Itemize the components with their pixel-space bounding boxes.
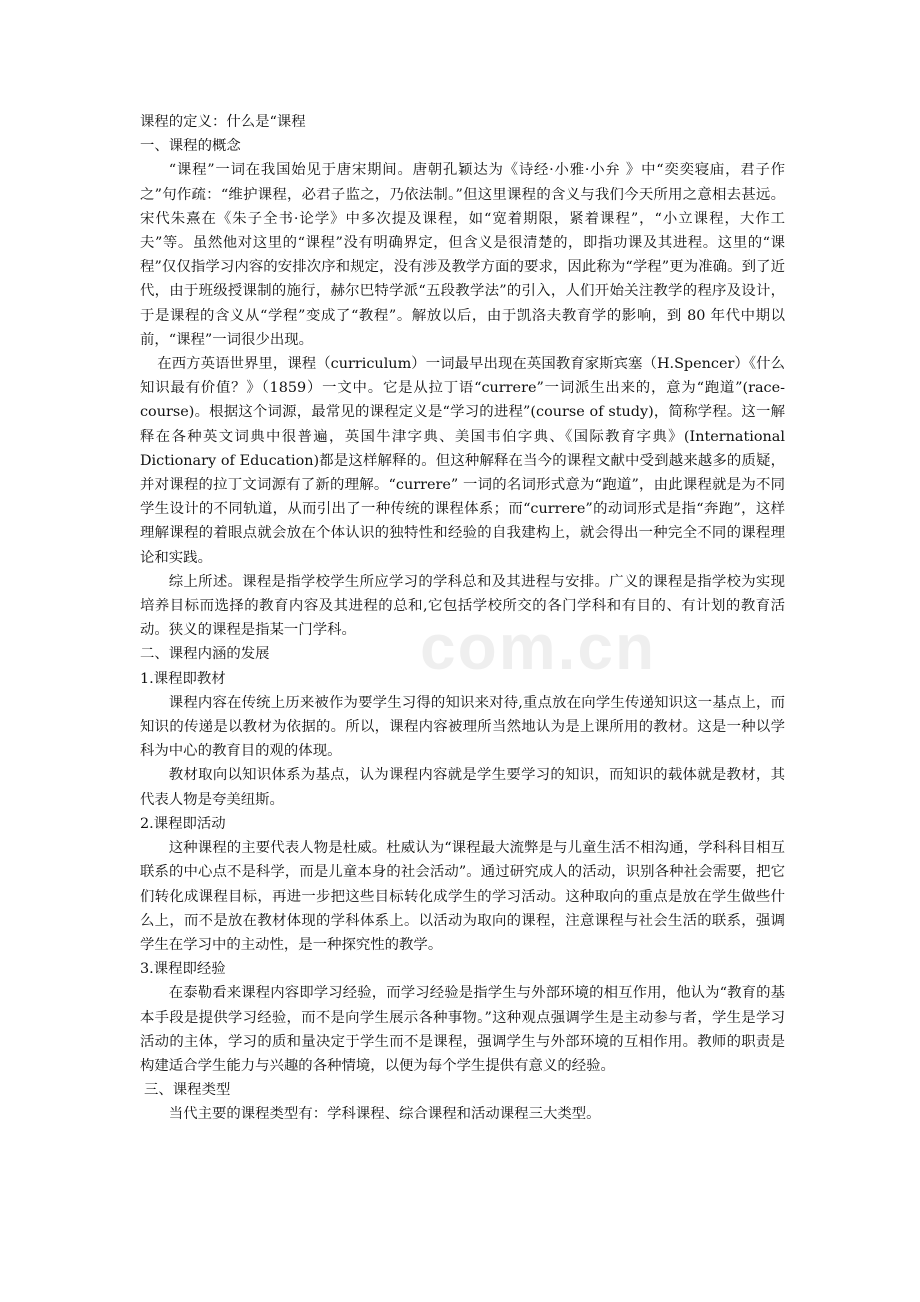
document-title: 课程的定义：什么是“课程 <box>140 114 306 130</box>
section-1-paragraph-3: 综上所述。课程是指学校学生所应学习的学科总和及其进程与安排。广义的课程是指学校为实现培养目标而选择的教育内容及其进程的总和,它包括学校所交的各门学科和有目的、有计划的教育活动。狭义的课程是指某一门学科。 <box>140 573 785 639</box>
subsection-1-paragraph-1: 课程内容在传统上历来被作为要学生习得的知识来对待,重点放在向学生传递知识这一基点上，而知识的传递是以教材为依据的。所以，课程内容被理所当然地认为是上课所用的教材。这是一种以学科为中心的教育目的观的体现。 <box>140 694 785 760</box>
subsection-2-paragraph-1: 这种课程的主要代表人物是杜威。杜威认为“课程最大流弊是与儿童生活不相沟通，学科科目相互联系的中心点不是科学，而是儿童本身的社会活动”。通过研究成人的活动，识别各种社会需要，把它们转化成课程目标，再进一步把这些目标转化成学生的学习活动。这种取向的重点是放在学生做些什么上，而不是放在教材体现的学科体系上。以活动为取向的课程，注意课程与社会生活的联系，强调学生在学习中的主动性，是一种探究性的教学。 <box>140 840 785 953</box>
subsection-1-paragraph-2: 教材取向以知识体系为基点，认为课程内容就是学生要学习的知识，而知识的载体就是教材，其代表人物是夸美纽斯。 <box>140 767 785 808</box>
section-1-heading: 一、课程的概念 <box>140 138 241 155</box>
document-body <box>140 110 785 1127</box>
section-1-paragraph-1: “课程”一词在我国始见于唐宋期间。唐朝孔颖达为《诗经·小雅·小弁 》中“奕奕寝庙，君子作之”句作疏：“维护课程，必君子监之，乃依法制。”但这里课程的含义与我们今天所用之意相去甚远。宋代朱熹在《朱子全书·论学》中多次提及课程，如“宽着期限，紧着课程”，“小立课程，大作工夫”等。虽然他对这里的“课程”没有明确界定，但含义是很清楚的，即指功课及其进程。这里的“课程”仅仅指学习内容的安排次序和规定，没有涉及教学方面的要求，因此称为“学程”更为准确。到了近代，由于班级授课制的施行，赫尔巴特学派“五段教学法”的引入，人们开始关注教学的程序及设计，于是课程的含义从“学程”变成了“教程”。解放以后，由于凯洛夫教育学的影响，到 80 年代中期以前，“课程”一词很少出现。 <box>140 162 785 348</box>
section-3-heading: 三、课程类型 <box>144 1082 231 1099</box>
section-1-paragraph-2: 在西方英语世界里，课程（curriculum）一词最早出现在英国教育家斯宾塞（H.Spencer）《什么知识最有价值？》（1859）一文中。它是从拉丁语“currere”一词派生出来的，意为“跑道”(race-course)。根据这个词源，最常见的课程定义是“学习的进程”(course of study)，简称学程。这一解释在各种英文词典中很普遍，英国牛津字典、美国韦伯字典、《国际教育字典》(International Dictionary of Education)都是这样解释的。但这种解释在当今的课程文献中受到越来越多的质疑，并对课程的拉丁文词源有了新的理解。“currere” 一词的名词形式意为“跑道”，由此课程就是为不同学生设计的不同轨道，从而引出了一种传统的课程体系；而“currere”的动词形式是指“奔跑”，这样理解课程的着眼点就会放在个体认识的独特性和经验的自我建构上，就会得出一种完全不同的课程理论和实践。 <box>140 356 785 566</box>
section-3-paragraph-1: 当代主要的课程类型有：学科课程、综合课程和活动课程三大类型。 <box>168 1106 601 1123</box>
section-2-heading: 二、课程内涵的发展 <box>140 646 270 663</box>
watermark: com.cn <box>420 611 657 683</box>
subsection-2-heading: 2.课程即活动 <box>140 815 226 832</box>
subsection-3-heading: 3.课程即经验 <box>140 961 226 978</box>
subsection-3-paragraph-1: 在泰勒看来课程内容即学习经验，而学习经验是指学生与外部环境的相互作用，他认为“教育的基本手段是提供学习经验，而不是向学生展示各种事物。”这种观点强调学生是主动参与者，学生是学习活动的主体，学习的质和量决定于学生而不是课程，强调学生与外部环境的互相作用。教师的职责是构建适合学生能力与兴趣的各种情境，以便为每个学生提供有意义的经验。 <box>140 985 785 1074</box>
subsection-1-heading: 1.课程即教材 <box>140 670 226 687</box>
